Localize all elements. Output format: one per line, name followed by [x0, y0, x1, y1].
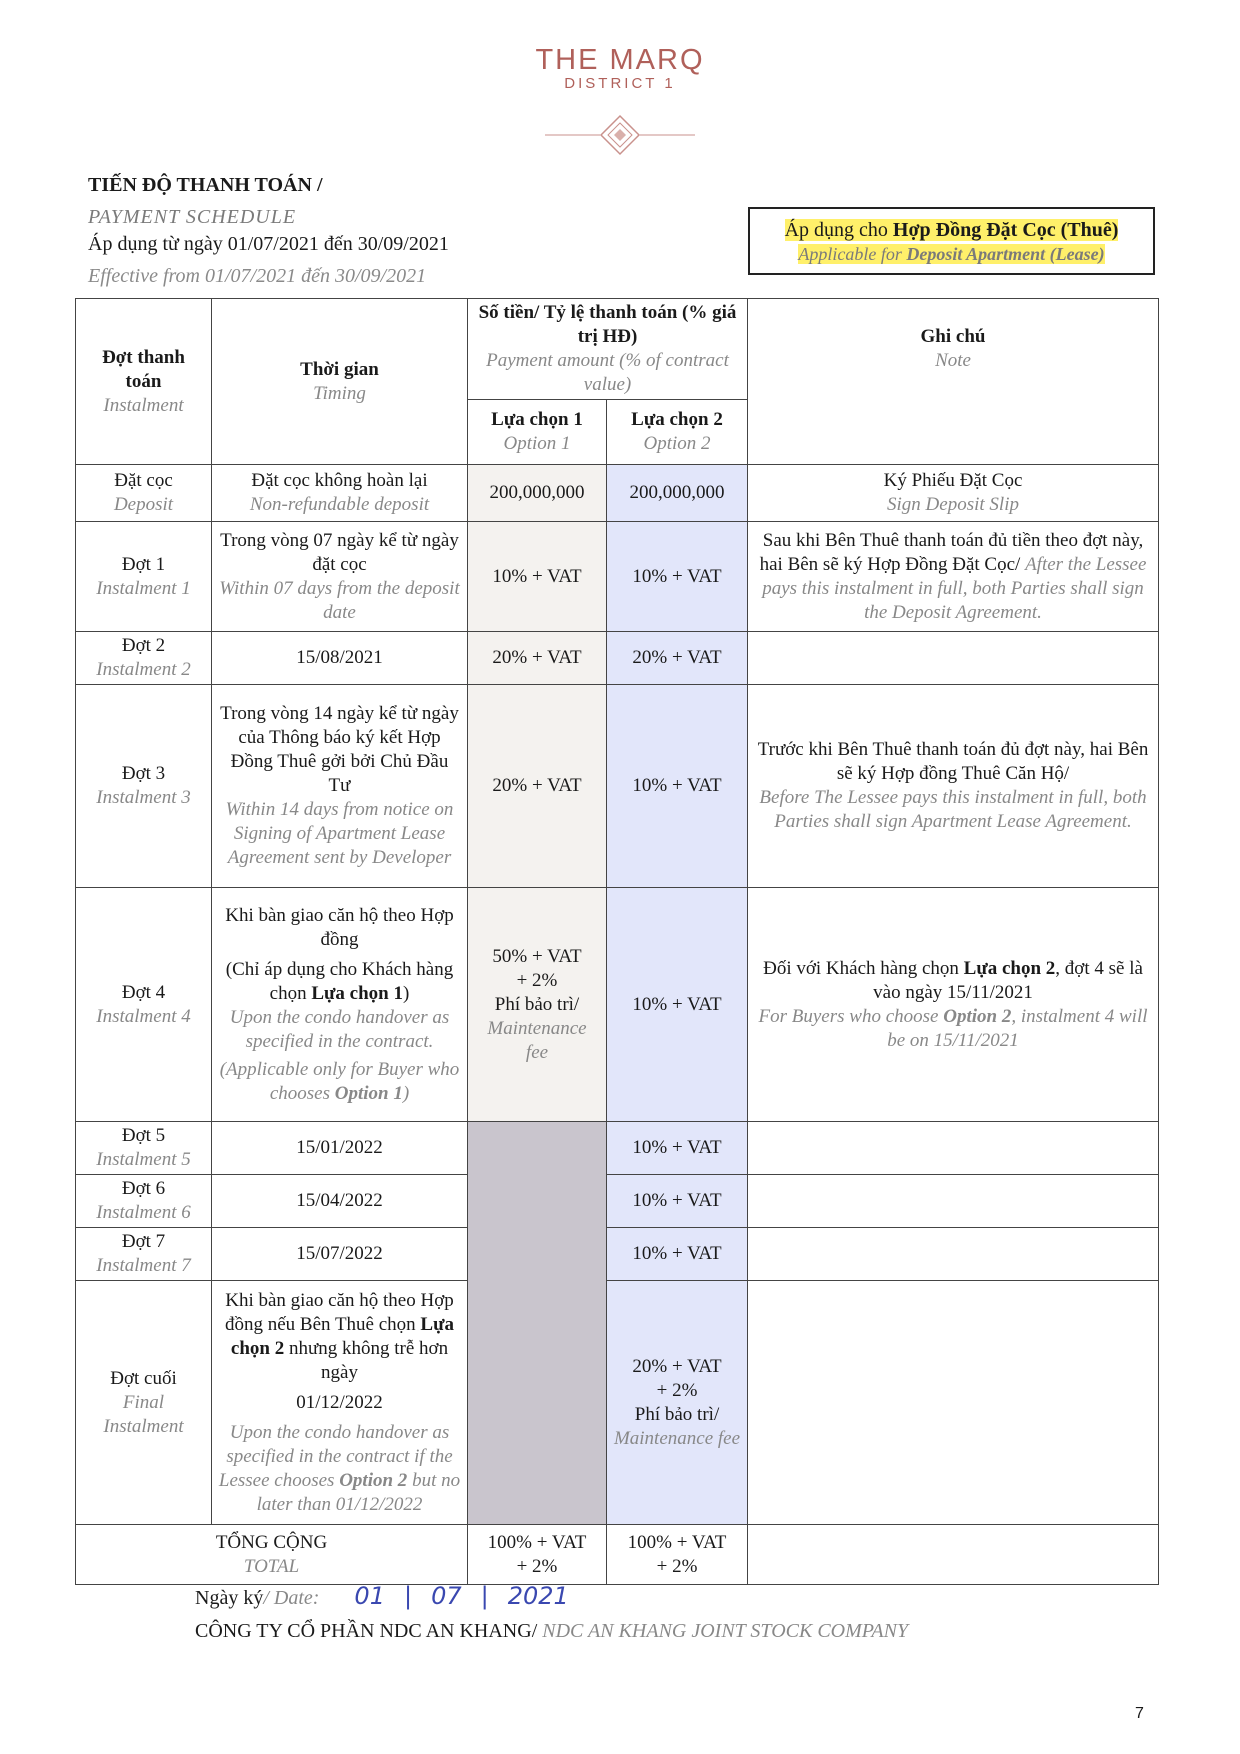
col-header-instalment: Đợt thanh toán Instalment [76, 299, 212, 465]
page-number: 7 [1135, 1705, 1144, 1722]
brand-logo [0, 44, 1240, 92]
handwritten-day: 01 [354, 1582, 385, 1610]
applicability-box [748, 207, 1155, 275]
table-row: Đợt 2 Instalment 2 15/08/2021 20% + VAT 20% + VAT [76, 632, 1159, 685]
table-row: Đợt 1 Instalment 1 Trong vòng 07 ngày kể từ ngày đặt cọc Within 07 days from the deposit date 10% + VAT 10% + VAT Sau khi Bên Thuê thanh toán đủ tiền theo đợt này, hai Bên sẽ ký Hợp Đồng Đặt Cọc/ After the Lessee pays this instalment in full, both Parties shall sign the Deposit Agreement. [76, 522, 1159, 632]
table-row: Đợt cuối Final Instalment Khi bàn giao căn hộ theo Hợp đồng nếu Bên Thuê chọn Lựa chọn 2 nhưng không trễ hơn ngày 01/12/2022 Upon the condo handover as specified in the contract if the Lessee chooses Option 2 but no later than 01/12/2022 20% + VAT + 2% Phí bảo trì/ Maintenance fee [76, 1281, 1159, 1525]
company-name: CÔNG TY CỔ PHẦN NDC AN KHANG/ NDC AN KHANG JOINT STOCK COMPANY [195, 1620, 909, 1642]
table-total-row: TỔNG CỘNG TOTAL 100% + VAT + 2% 100% + VAT + 2% [76, 1525, 1159, 1585]
col-header-timing: Thời gian Timing [212, 299, 468, 465]
col-header-option-1: Lựa chọn 1 Option 1 [468, 400, 607, 465]
table-row: Đợt 4 Instalment 4 Khi bàn giao căn hộ theo Hợp đồng (Chỉ áp dụng cho Khách hàng chọn Lựa chọn 1) Upon the condo handover as specified in the contract. (Applicable only for Buyer who chooses Option 1) 50% + VAT + 2% Phí bảo trì/ Maintenance fee 10% + VAT Đối với Khách hàng chọn Lựa chọn 2, đợt 4 sẽ là vào ngày 15/11/2021 For Buyers who choose Option 2, instalment 4 will be on 15/11/2021 [76, 888, 1159, 1122]
page-title-en: PAYMENT SCHEDULE [88, 206, 297, 228]
table-row: Đặt cọc Deposit Đặt cọc không hoàn lại Non-refundable deposit 200,000,000 200,000,000 Ký Phiếu Đặt Cọc Sign Deposit Slip [76, 465, 1159, 522]
option-1-not-applicable [468, 1122, 607, 1525]
col-header-note: Ghi chú Note [748, 299, 1159, 465]
logo-title: THE MARQ [535, 44, 705, 76]
handwritten-month: 07 [431, 1582, 462, 1610]
table-row: Đợt 6 Instalment 6 15/04/2022 10% + VAT [76, 1175, 1159, 1228]
table-header-row [76, 299, 1159, 400]
col-header-option-2: Lựa chọn 2 Option 2 [607, 400, 748, 465]
applicability-vi: Áp dụng cho Hợp Đồng Đặt Cọc (Thuê) [784, 219, 1119, 241]
logo-subtitle: DISTRICT 1 [564, 75, 676, 92]
payment-schedule-table [75, 298, 1159, 1585]
col-header-amount: Số tiền/ Tỷ lệ thanh toán (% giá trị HĐ) Payment amount (% of contract value) [468, 299, 748, 400]
effective-date: Áp dụng từ ngày 01/07/2021 đến 30/09/2021 [88, 233, 449, 255]
table-row: Đợt 5 Instalment 5 15/01/2022 10% + VAT [76, 1122, 1159, 1175]
effective-date-en: Effective from 01/07/2021 đến 30/09/2021 [88, 265, 427, 287]
diamond-ornament-icon [545, 114, 695, 156]
handwritten-year: 2021 [507, 1582, 569, 1610]
table-row: Đợt 3 Instalment 3 Trong vòng 14 ngày kể từ ngày của Thông báo ký kết Hợp Đồng Thuê gởi bởi Chủ Đầu Tư Within 14 days from notice on Signing of Apartment Lease Agreement sent by Developer 20% + VAT 10% + VAT Trước khi Bên Thuê thanh toán đủ đợt này, hai Bên sẽ ký Hợp đồng Thuê Căn Hộ/ Before The Lessee pays this instalment in full, both Parties shall sign Apartment Lease Agreement. [76, 685, 1159, 888]
signing-date: Ngày ký/ Date: 01 | 07 | 2021 [195, 1582, 569, 1610]
page-title: TIẾN ĐỘ THANH TOÁN / [88, 174, 323, 196]
table-row: Đợt 7 Instalment 7 15/07/2022 10% + VAT [76, 1228, 1159, 1281]
applicability-en: Applicable for Deposit Apartment (Lease) [798, 244, 1105, 264]
